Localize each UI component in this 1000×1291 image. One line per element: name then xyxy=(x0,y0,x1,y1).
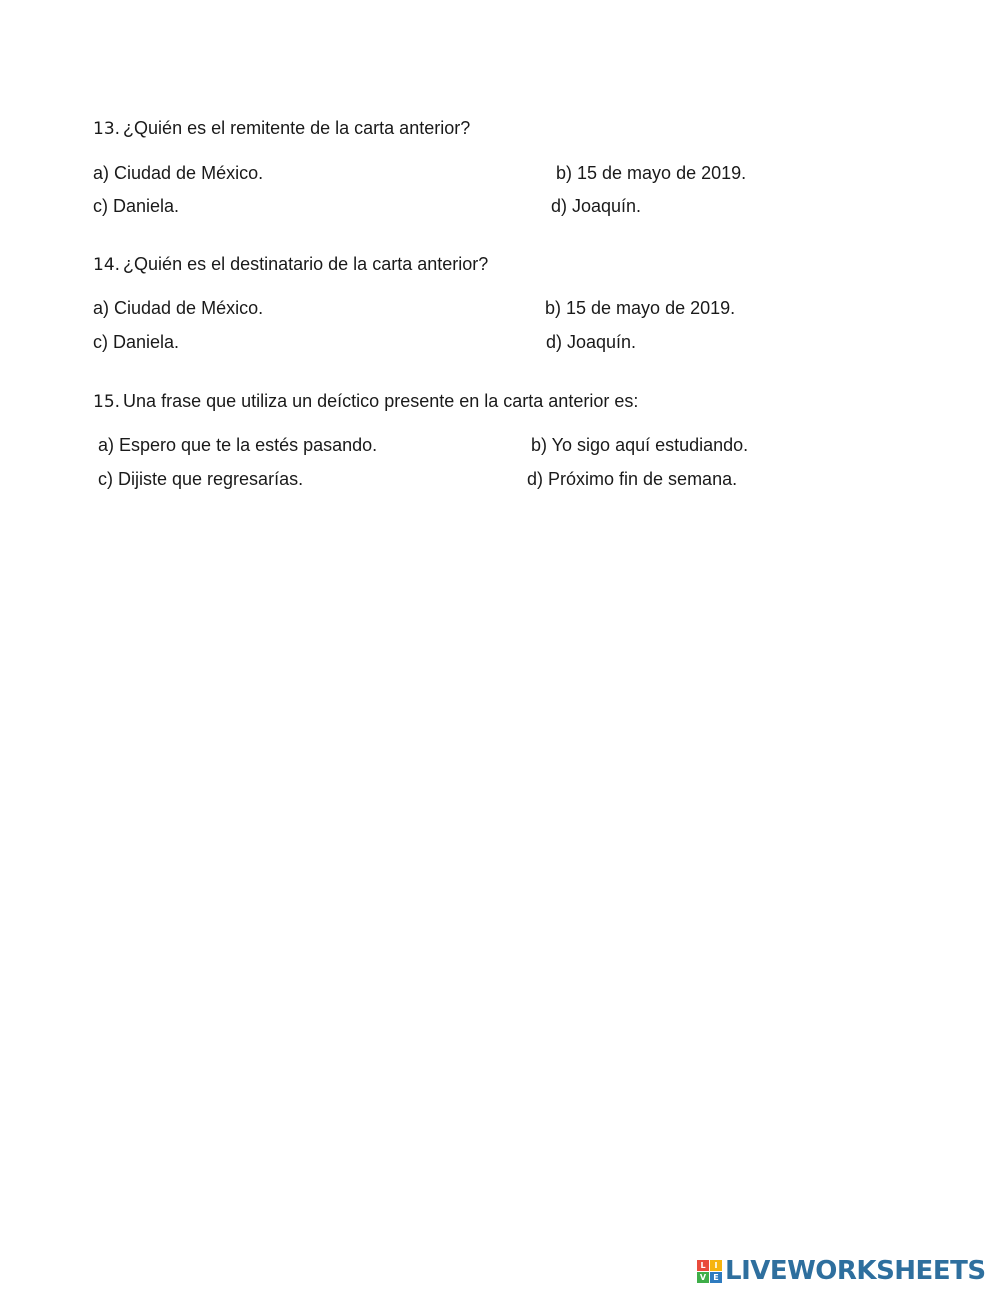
option-b[interactable]: b) 15 de mayo de 2019. xyxy=(545,298,736,318)
question-text: Una frase que utiliza un deíctico presente en la carta anterior es: xyxy=(123,391,639,411)
logo-tile-v: V xyxy=(697,1272,709,1283)
logo-tile-e: E xyxy=(710,1272,722,1283)
option-a[interactable]: a) Ciudad de México. xyxy=(93,298,264,318)
liveworksheets-logo xyxy=(697,1256,986,1286)
option-d[interactable]: d) Joaquín. xyxy=(546,332,637,352)
liveworksheets-logo-icon xyxy=(697,1260,722,1283)
question-text: ¿Quién es el destinatario de la carta anterior? xyxy=(123,254,489,274)
option-c[interactable]: c) Daniela. xyxy=(93,332,180,352)
question-15 xyxy=(93,391,638,412)
option-b[interactable]: b) Yo sigo aquí estudiando. xyxy=(531,435,749,455)
question-13 xyxy=(93,118,470,139)
option-b[interactable]: b) 15 de mayo de 2019. xyxy=(556,163,747,183)
option-a[interactable]: a) Ciudad de México. xyxy=(93,163,264,183)
question-14 xyxy=(93,254,488,275)
option-d[interactable]: d) Joaquín. xyxy=(551,196,642,216)
brand-name: LIVEWORKSHEETS xyxy=(725,1256,986,1286)
logo-tile-i: I xyxy=(710,1260,722,1271)
logo-tile-l: L xyxy=(697,1260,709,1271)
option-a[interactable]: a) Espero que te la estés pasando. xyxy=(98,435,378,455)
question-number: 14. xyxy=(93,255,121,275)
question-number: 15. xyxy=(93,392,121,412)
question-text: ¿Quién es el remitente de la carta anterior? xyxy=(123,118,471,138)
option-d[interactable]: d) Próximo fin de semana. xyxy=(527,469,738,489)
option-c[interactable]: c) Dijiste que regresarías. xyxy=(98,469,304,489)
question-number: 13. xyxy=(93,119,121,139)
option-c[interactable]: c) Daniela. xyxy=(93,196,180,216)
